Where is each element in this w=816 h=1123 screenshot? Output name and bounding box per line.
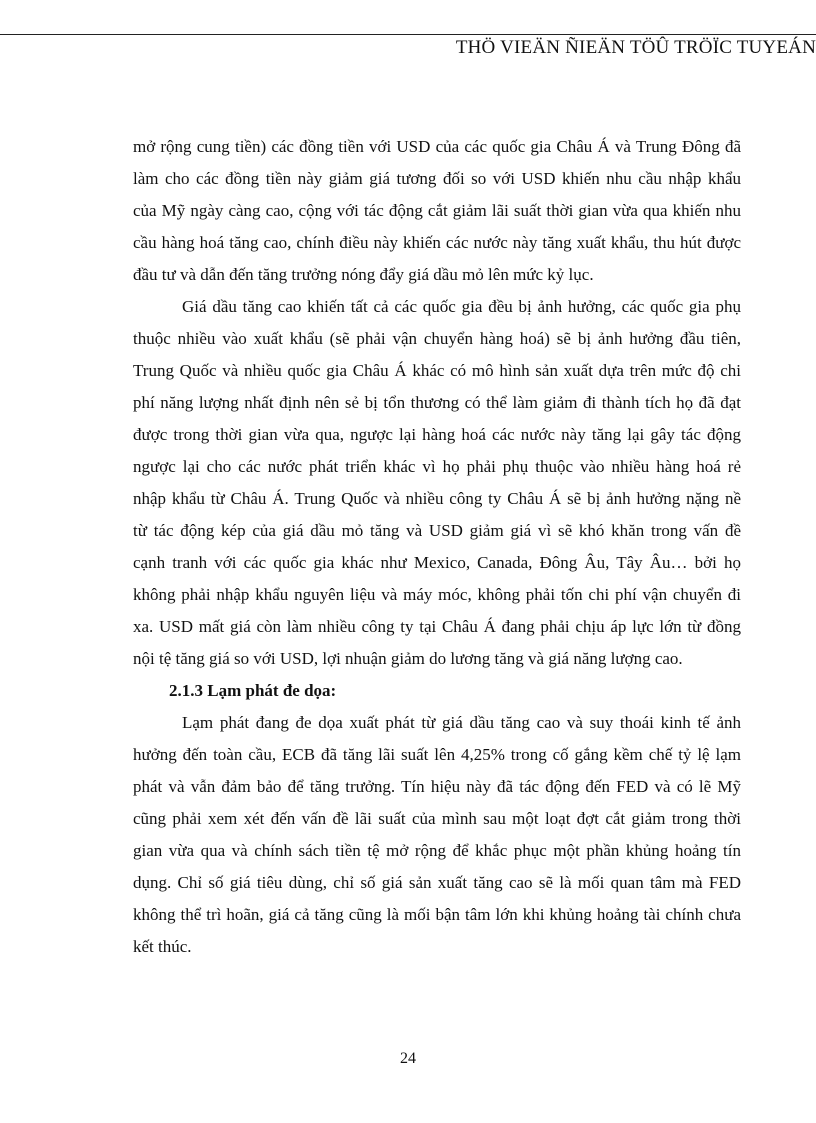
paragraph-line: cầu hàng hoá tăng cao, chính điều này khiến các nước này tăng xuất khẩu, thu hút được — [133, 233, 741, 252]
paragraph-line: từ tác động kép của giá dầu mỏ tăng và USD giảm giá vì sẽ khó khăn trong vấn đề — [133, 521, 741, 540]
paragraph-line: gian vừa qua và chính sách tiền tệ mở rộng để khắc phục một phần khủng hoảng tín — [133, 841, 741, 860]
header-rule — [0, 34, 816, 35]
paragraph-line: cũng phải xem xét đến vấn đề lãi suất của mình sau một loạt đợt cắt giảm trong thời — [133, 809, 741, 828]
paragraph-line: nội tệ tăng giá so với USD, lợi nhuận giảm do lương tăng và giá năng lượng cao. — [133, 649, 683, 668]
header-title: THÖ VIEÄN ÑIEÄN TÖÛ TRÖÏC TUYEÁN — [455, 37, 816, 58]
paragraph-line: không thể trì hoãn, giá cả tăng cũng là mối bận tâm lớn khi khủng hoảng tài chính chưa — [133, 905, 741, 924]
paragraph-line: được trong thời gian vừa qua, ngược lại hàng hoá các nước này tăng lại gây tác động — [133, 425, 741, 444]
paragraph-line: cạnh tranh với các quốc gia khác như Mexico, Canada, Đông Âu, Tây Âu… bởi họ — [133, 553, 741, 572]
paragraph-line: kết thúc. — [133, 937, 192, 956]
paragraph-line: đầu tư và dẫn đến tăng trưởng nóng đẩy giá dầu mỏ lên mức kỷ lục. — [133, 265, 594, 284]
paragraph-line: của Mỹ ngày càng cao, cộng với tác động cắt giảm lãi suất thời gian vừa qua khiến nhu — [133, 201, 741, 220]
paragraph-1 — [133, 131, 741, 291]
paragraph-2 — [133, 291, 741, 675]
paragraph-line: xa. USD mất giá còn làm nhiều công ty tại Châu Á đang phải chịu áp lực lớn từ đồng — [133, 617, 741, 636]
paragraph-line: làm cho các đồng tiền này giảm giá tương đối so với USD khiến nhu cầu nhập khẩu — [133, 169, 741, 188]
paragraph-line: mở rộng cung tiền) các đồng tiền với USD của các quốc gia Châu Á và Trung Đông đã — [133, 137, 741, 156]
paragraph-line: Giá dầu tăng cao khiến tất cả các quốc gia đều bị ảnh hưởng, các quốc gia phụ — [182, 297, 741, 316]
paragraph-line: Lạm phát đang đe dọa xuất phát từ giá dầu tăng cao và suy thoái kinh tế ảnh — [182, 713, 741, 732]
section-heading: 2.1.3 Lạm phát đe dọa: — [169, 681, 337, 700]
paragraph-3 — [133, 707, 741, 963]
paragraph-line: ngược lại cho các nước phát triển khác vì họ phải phụ thuộc vào nhiều hàng hoá rẻ — [133, 457, 741, 476]
paragraph-line: Trung Quốc và nhiều quốc gia Châu Á khác có mô hình sản xuất dựa trên mức độ chi — [133, 361, 741, 380]
paragraph-line: hưởng đến toàn cầu, ECB đã tăng lãi suất lên 4,25% trong cố gắng kềm chế tỷ lệ lạm — [133, 745, 741, 764]
paragraph-line: phí năng lượng nhất định nên sẻ bị tổn thương có thể làm giảm đi thành tích họ đã đạt — [133, 393, 741, 412]
page-body — [133, 131, 741, 963]
paragraph-line: phát và vẫn đảm bảo để tăng trưởng. Tín hiệu này đã tác động đến FED và có lẽ Mỹ — [133, 777, 741, 796]
paragraph-line: nhập khẩu từ Châu Á. Trung Quốc và nhiều công ty Châu Á sẽ bị ảnh hưởng nặng nề — [133, 489, 741, 508]
paragraph-line: thuộc nhiều vào xuất khẩu (sẽ phải vận chuyển hàng hoá) sẽ bị ảnh hưởng đầu tiên, — [133, 329, 741, 348]
paragraph-line: dụng. Chỉ số giá tiêu dùng, chỉ số giá sản xuất tăng cao sẽ là mối quan tâm mà FED — [133, 873, 741, 892]
page-number: 24 — [400, 1050, 416, 1067]
paragraph-line: không phải nhập khẩu nguyên liệu và máy móc, không phải tốn chi phí vận chuyển đi — [133, 585, 741, 604]
